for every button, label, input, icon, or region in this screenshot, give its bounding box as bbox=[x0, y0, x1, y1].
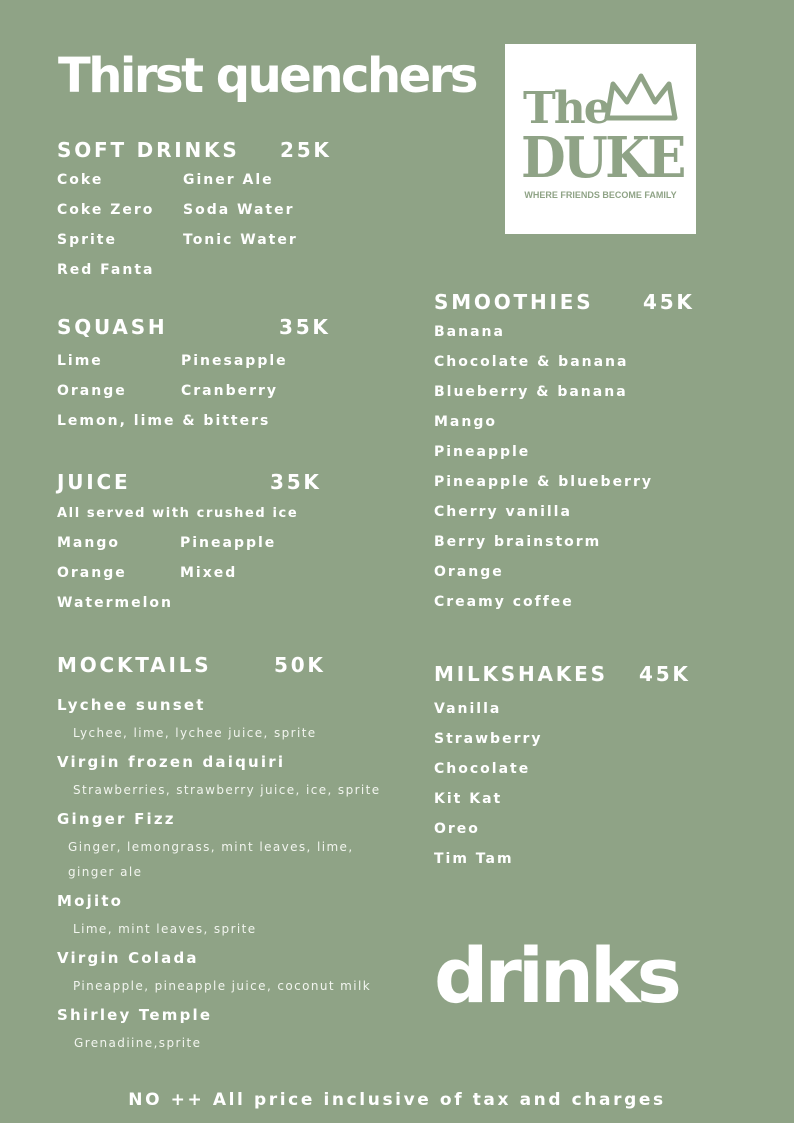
duke-logo bbox=[505, 44, 696, 234]
menu-item: Oreo bbox=[434, 821, 480, 837]
menu-item: Lime bbox=[57, 353, 103, 369]
crown-icon bbox=[603, 72, 679, 124]
menu-item: Cranberry bbox=[181, 383, 279, 399]
soft-drinks-price: 25K bbox=[280, 138, 332, 162]
mocktail-desc: Lychee, lime, lychee juice, sprite bbox=[73, 726, 317, 740]
menu-item: Vanilla bbox=[434, 701, 502, 717]
menu-item: Pinesapple bbox=[181, 353, 288, 369]
menu-item: Tim Tam bbox=[434, 851, 514, 867]
menu-item: Mango bbox=[434, 414, 497, 430]
soft-drinks-heading: SOFT DRINKS bbox=[57, 138, 240, 162]
menu-item: Berry brainstorm bbox=[434, 534, 602, 550]
menu-item: Giner Ale bbox=[183, 172, 274, 188]
mocktails-heading: MOCKTAILS bbox=[57, 653, 212, 677]
squash-price: 35K bbox=[279, 315, 331, 339]
menu-item: Blueberry & banana bbox=[434, 384, 628, 400]
menu-item: Coke Zero bbox=[57, 202, 155, 218]
menu-item: Orange bbox=[57, 565, 127, 581]
menu-item: Orange bbox=[434, 564, 504, 580]
footer-note: NO ++ All price inclusive of tax and charges bbox=[128, 1090, 666, 1110]
mocktail-desc: Pineapple, pineapple juice, coconut milk bbox=[73, 979, 372, 993]
menu-item: Strawberry bbox=[434, 731, 543, 747]
mocktail-desc: Ginger, lemongrass, mint leaves, lime, bbox=[68, 840, 354, 854]
menu-item: Mixed bbox=[180, 565, 238, 581]
juice-price: 35K bbox=[270, 470, 322, 494]
menu-item: Red Fanta bbox=[57, 262, 155, 278]
mocktail-name: Lychee sunset bbox=[57, 696, 206, 714]
menu-item: Banana bbox=[434, 324, 505, 340]
milkshakes-price: 45K bbox=[639, 662, 691, 686]
juice-heading: JUICE bbox=[57, 470, 131, 494]
menu-item: Lemon, lime & bitters bbox=[57, 413, 271, 429]
juice-note: All served with crushed ice bbox=[57, 506, 299, 521]
menu-item: Pineapple & blueberry bbox=[434, 474, 653, 490]
mocktail-desc: Strawberries, strawberry juice, ice, sprite bbox=[73, 783, 381, 797]
logo-tagline: WHERE FRIENDS BECOME FAMILY bbox=[524, 190, 677, 200]
mocktail-desc: Lime, mint leaves, sprite bbox=[73, 922, 257, 936]
smoothies-price: 45K bbox=[643, 290, 695, 314]
menu-item: Sprite bbox=[57, 232, 117, 248]
menu-item: Watermelon bbox=[57, 595, 173, 611]
menu-item: Cherry vanilla bbox=[434, 504, 572, 520]
menu-item: Pineapple bbox=[180, 535, 277, 551]
mocktail-desc: ginger ale bbox=[68, 865, 143, 879]
milkshakes-heading: MILKSHAKES bbox=[434, 662, 608, 686]
smoothies-heading: SMOOTHIES bbox=[434, 290, 594, 314]
page-title: Thirst quenchers bbox=[58, 48, 476, 104]
menu-item: Chocolate bbox=[434, 761, 531, 777]
mocktail-name: Ginger Fizz bbox=[57, 810, 176, 828]
mocktail-name: Virgin Colada bbox=[57, 949, 199, 967]
mocktail-desc: Grenadiine,sprite bbox=[74, 1036, 202, 1050]
menu-item: Chocolate & banana bbox=[434, 354, 629, 370]
menu-item: Pineapple bbox=[434, 444, 531, 460]
menu-item: Orange bbox=[57, 383, 127, 399]
menu-item: Tonic Water bbox=[183, 232, 298, 248]
mocktail-name: Virgin frozen daiquiri bbox=[57, 753, 286, 771]
menu-item: Soda Water bbox=[183, 202, 295, 218]
menu-item: Coke bbox=[57, 172, 104, 188]
mocktails-price: 50K bbox=[274, 653, 326, 677]
squash-heading: SQUASH bbox=[57, 315, 168, 339]
menu-item: Kit Kat bbox=[434, 791, 503, 807]
menu-item: Mango bbox=[57, 535, 120, 551]
menu-item: Creamy coffee bbox=[434, 594, 574, 610]
mocktail-name: Mojito bbox=[57, 892, 124, 910]
mocktail-name: Shirley Temple bbox=[57, 1006, 213, 1024]
drinks-wordmark: drinks bbox=[434, 931, 678, 1020]
logo-the: The bbox=[523, 83, 610, 134]
logo-duke: DUKE bbox=[521, 125, 684, 191]
